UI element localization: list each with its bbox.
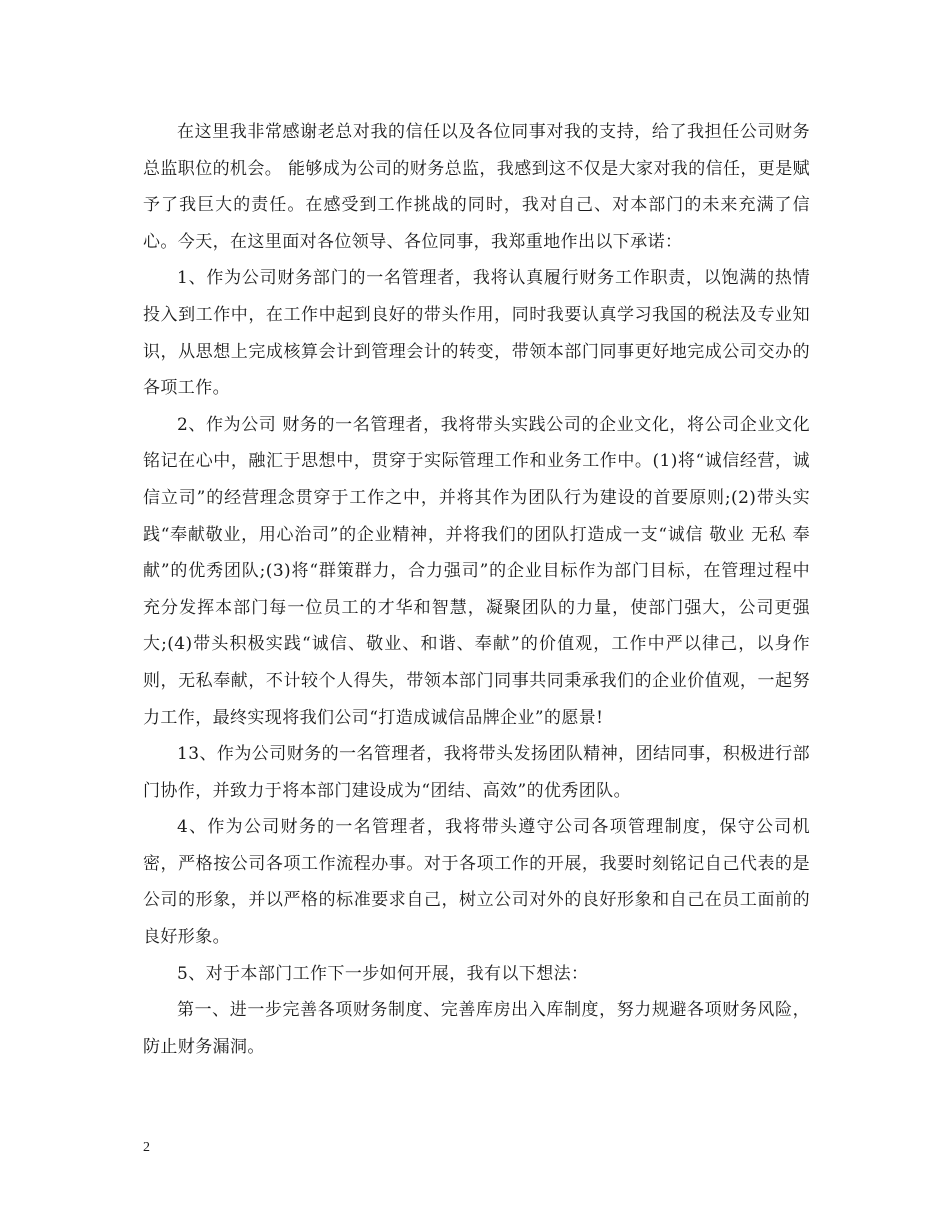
page-number: 2	[143, 1140, 150, 1155]
paragraph-commitment-2: 2、作为公司 财务的一名管理者，我将带头实践公司的企业文化，将公司企业文化铭记在心中，融汇于思想中，贯穿于实际管理工作和业务工作中。(1)将“诚信经营，诚信立司”的经营理念贯穿于工作之中，并将其作为团队行为建设的首要原则;(2)带头实践“奉献敬业，用心治司”的企业精神，并将我们的团队打造成一支“诚信 敬业 无私 奉献”的优秀团队;(3)将“群策群力，合力强司”的企业目标作为部门目标，在管理过程中充分发挥本部门每一位员工的才华和智慧，凝聚团队的力量，使部门强大，公司更强大;(4)带头积极实践“诚信、敬业、和谐、奉献”的价值观，工作中严以律己，以身作则，无私奉献，不计较个人得失，带领本部门同事共同秉承我们的企业价值观，一起努力工作，最终实现将我们公司“打造成诚信品牌企业”的愿景!	[143, 414, 810, 728]
paragraph-commitment-4: 4、作为公司财务的一名管理者，我将带头遵守公司各项管理制度，保守公司机密，严格按公司各项工作流程办事。对于各项工作的开展，我要时刻铭记自己代表的是公司的形象，并以严格的标准要求自己，树立公司对外的良好形象和自己在员工面前的良好形象。	[143, 817, 810, 948]
paragraph-commitment-5: 5、对于本部门工作下一步如何开展，我有以下想法：	[177, 963, 589, 984]
paragraph-commitment-3: 13、作为公司财务的一名管理者，我将带头发扬团队精神，团结同事，积极进行部门协作，并致力于将本部门建设成为“团结、高效”的优秀团队。	[143, 744, 810, 801]
paragraph-plan-first: 第一、进一步完善各项财务制度、完善库房出入库制度，努力规避各项财务风险，防止财务漏洞。	[143, 1000, 810, 1057]
paragraph-opening: 在这里我非常感谢老总对我的信任以及各位同事对我的支持，给了我担任公司财务总监职位的机会。 能够成为公司的财务总监，我感到这不仅是大家对我的信任，更是赋予了我巨大的责任。在感受到工作挑战的同时，我对自己、对本部门的未来充满了信心。今天，在这里面对各位领导、各位同事，我郑重地作出以下承诺：	[143, 122, 811, 252]
document-body	[143, 114, 810, 1065]
paragraph-commitment-1: 1、作为公司财务部门的一名管理者，我将认真履行财务工作职责，以饱满的热情投入到工作中，在工作中起到良好的带头作用，同时我要认真学习我国的税法及专业知识，从思想上完成核算会计到管理会计的转变，带领本部门同事更好地完成公司交办的各项工作。	[143, 268, 810, 399]
